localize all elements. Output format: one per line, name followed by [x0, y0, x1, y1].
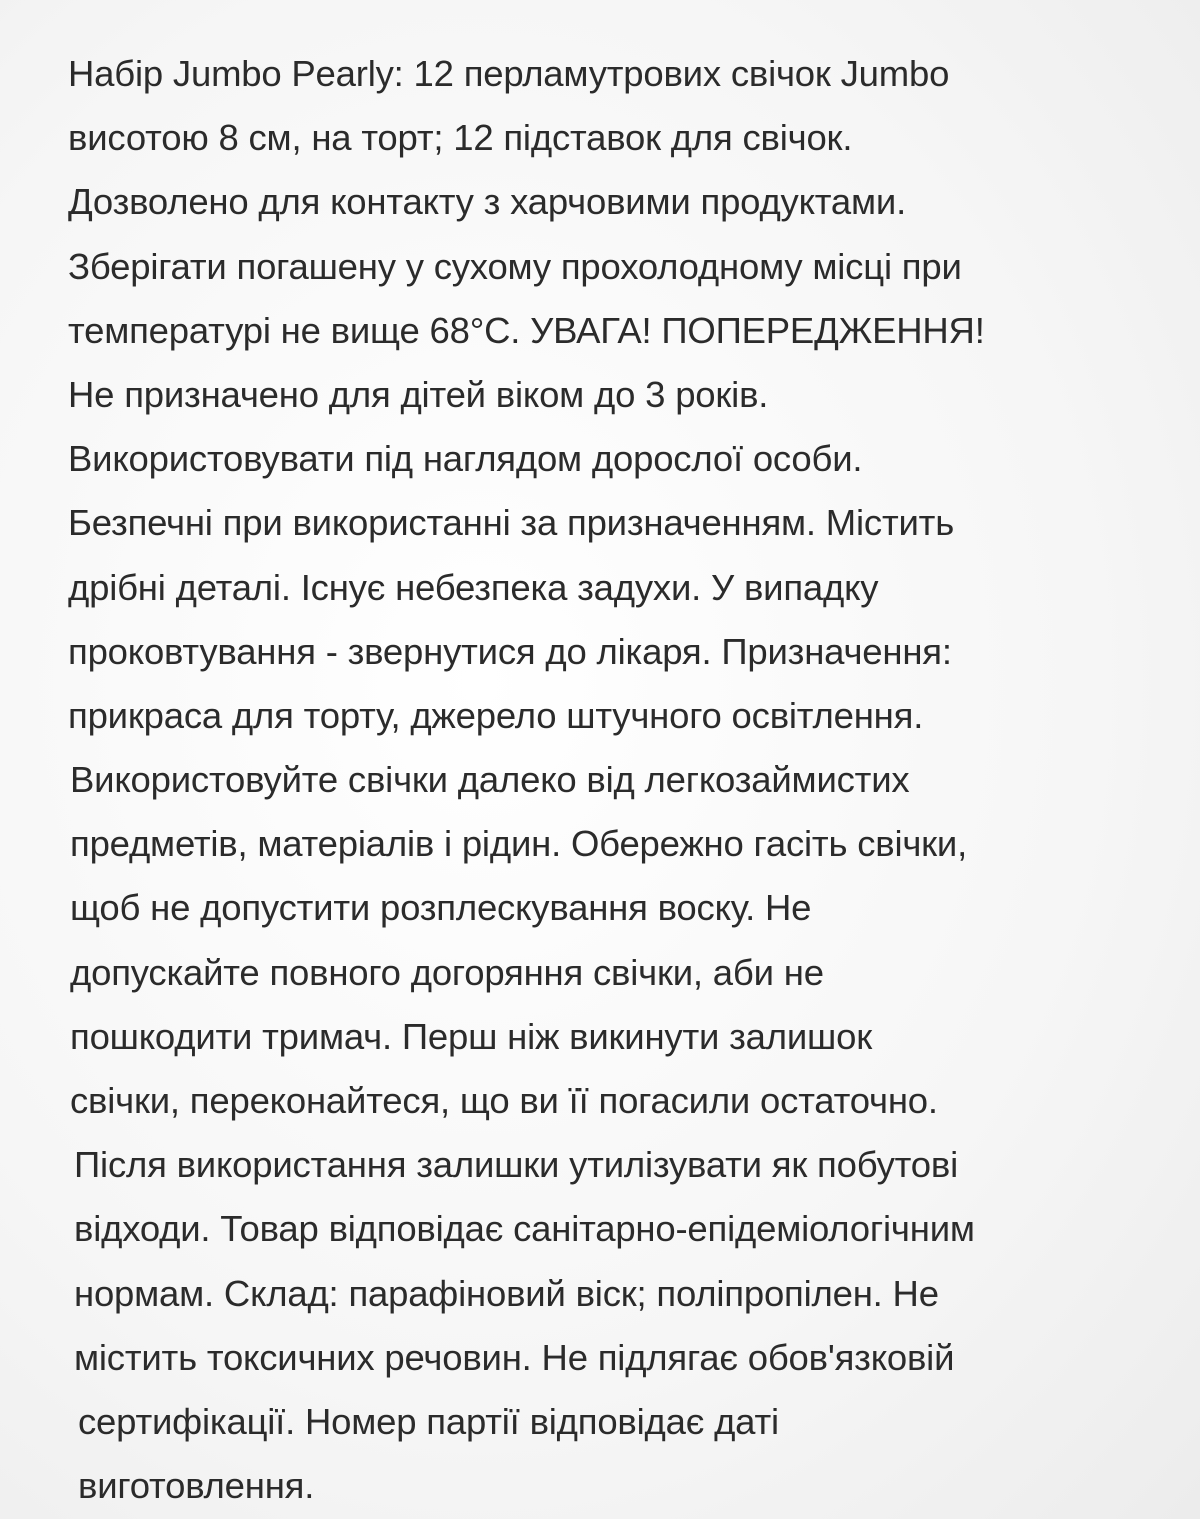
- text-line: відходи. Товар відповідає санітарно-епідеміологічним: [74, 1208, 975, 1250]
- text-line: температурі не вище 68°С. УВАГА! ПОПЕРЕДЖЕННЯ!: [68, 309, 985, 351]
- text-line: допускайте повного догоряння свічки, аби не: [70, 951, 824, 993]
- text-line: щоб не допустити розплескування воску. Не: [70, 887, 812, 929]
- text-line: сертифікації. Номер партії відповідає даті: [78, 1400, 779, 1442]
- text-line: Дозволено для контакту з харчовими продуктами.: [68, 181, 907, 223]
- text-line: предметів, матеріалів і рідин. Обережно гасіть свічки,: [70, 823, 968, 865]
- text-line: прикраса для торту, джерело штучного освітлення.: [68, 694, 924, 736]
- text-line: свічки, переконайтеся, що ви її погасили остаточно.: [70, 1080, 938, 1121]
- text-line: Безпечні при використанні за призначенням. Містить: [68, 502, 955, 544]
- text-line: містить токсичних речовин. Не підлягає обов'язковій: [74, 1336, 955, 1378]
- text-line: Після використання залишки утилізувати як побутові: [74, 1144, 958, 1186]
- text-line: проковтування - звернутися до лікаря. Призначення:: [68, 630, 952, 672]
- label-text-block: [68, 42, 1178, 1518]
- text-line: Зберігати погашену у сухому прохолодному місці при: [68, 245, 962, 287]
- text-line: висотою 8 см, на торт; 12 підставок для свічок.: [68, 117, 853, 159]
- text-line: Набір Jumbo Pearly: 12 перламутрових свічок Jumbo: [68, 53, 950, 94]
- text-line: пошкодити тримач. Перш ніж викинути залишок: [70, 1015, 872, 1057]
- text-line: виготовлення.: [78, 1465, 315, 1507]
- text-line: нормам. Склад: парафіновий віск; поліпропілен. Не: [74, 1272, 939, 1314]
- text-line: дрібні деталі. Існує небезпека задухи. У випадку: [68, 566, 879, 608]
- text-line: Використовуйте свічки далеко від легкозаймистих: [70, 759, 910, 801]
- text-line: Не призначено для дітей віком до 3 років.: [68, 373, 769, 415]
- text-line: Використовувати під наглядом дорослої особи.: [68, 438, 863, 480]
